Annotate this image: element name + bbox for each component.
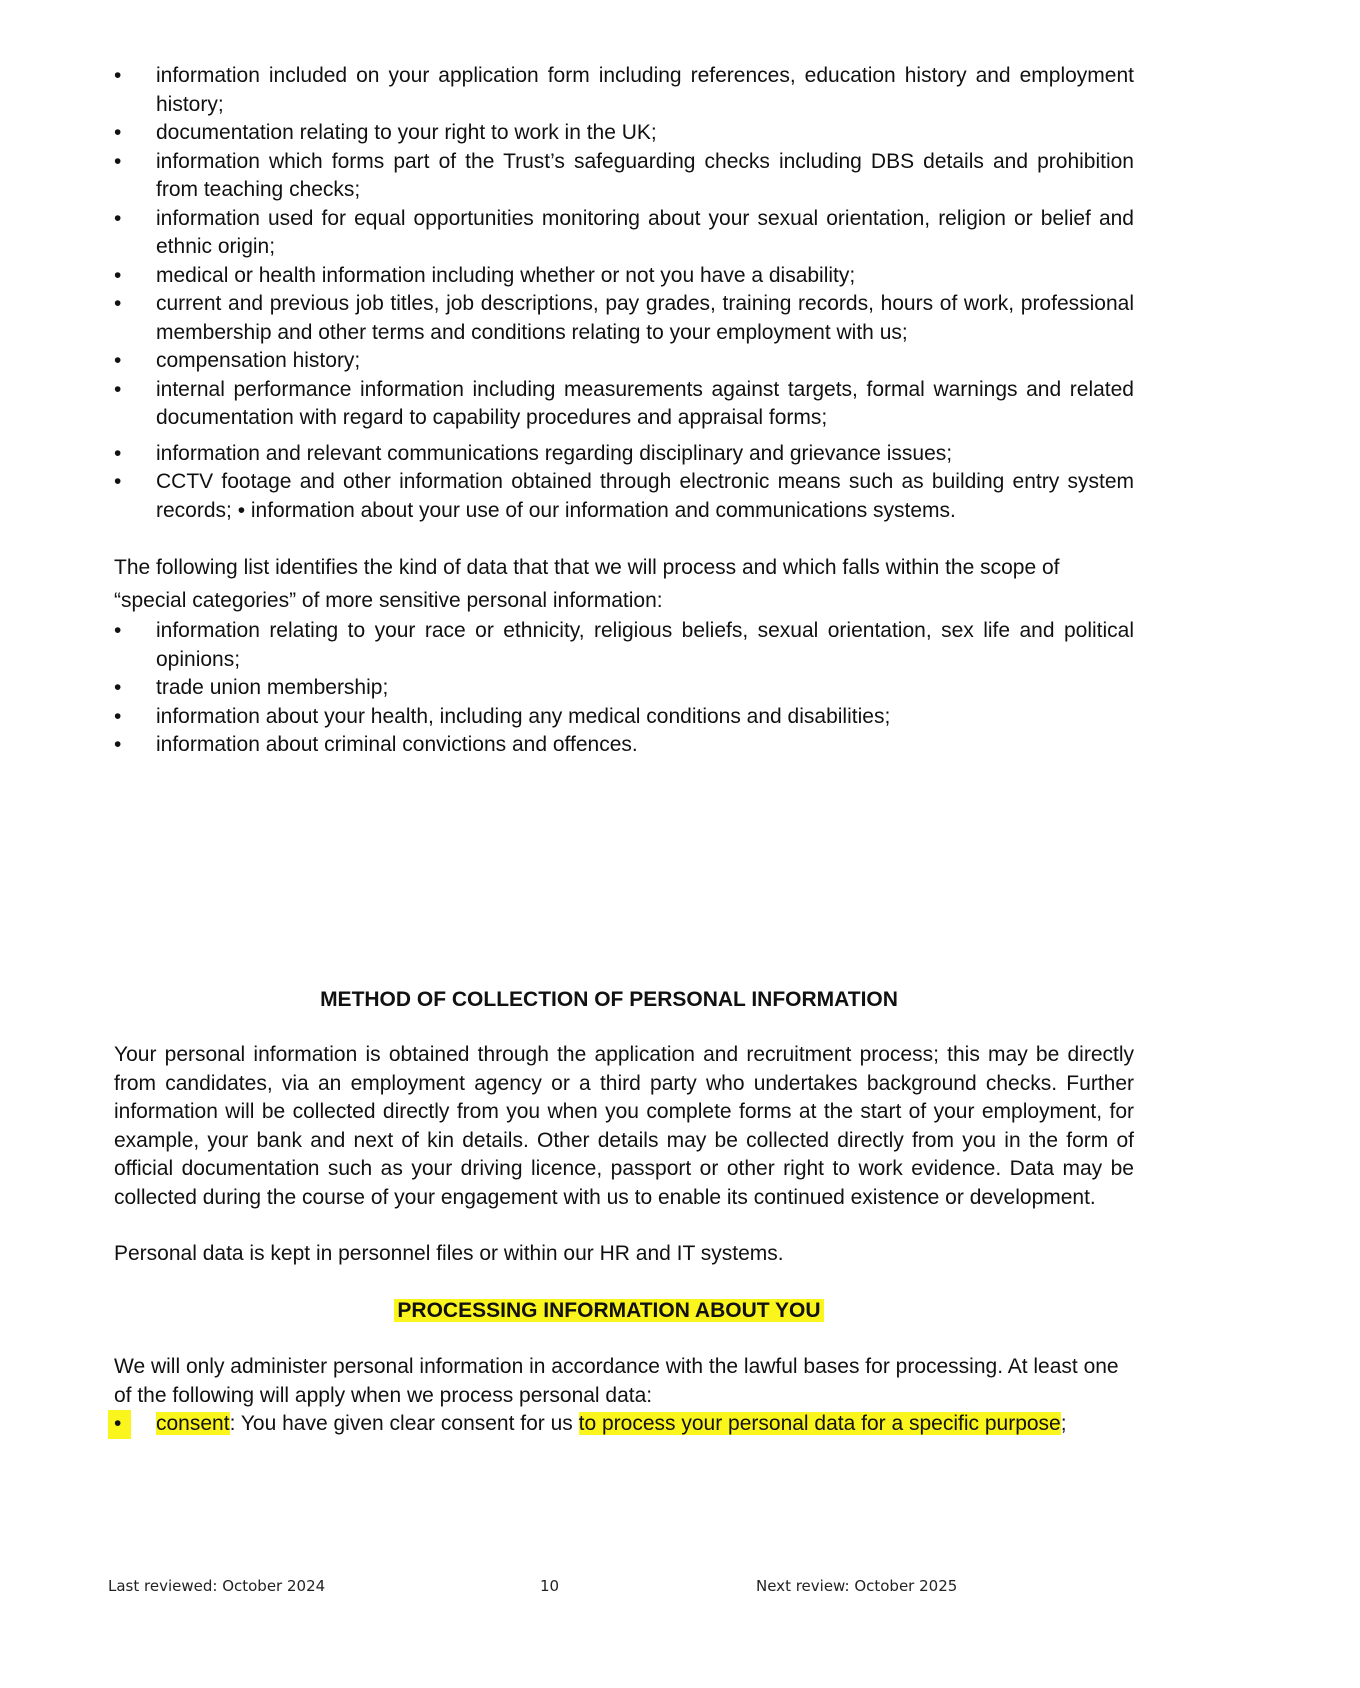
bullet-icon: • — [114, 263, 122, 287]
highlighted-heading-text: PROCESSING INFORMATION ABOUT YOU — [394, 1299, 823, 1322]
list-item: • information and relevant communications regarding disciplinary and grievance issues; — [114, 440, 1134, 469]
bullet-icon: • — [114, 704, 122, 728]
bullet-icon: • — [114, 292, 122, 315]
list-item: • information which forms part of the Trust’s safeguarding checks including DBS details and prohibition from teaching checks; — [114, 149, 1134, 201]
bullet-icon: • — [114, 676, 122, 699]
list-item: • internal performance information including measurements against targets, formal warnings and related documentation with regard to capability procedures and appraisal forms; — [114, 377, 1134, 429]
consent-text-end: ; — [1060, 1412, 1067, 1435]
consent-highlighted-text: to process your personal data for a specific purpose — [578, 1412, 1061, 1435]
consent-text: : You have given clear consent for us — [229, 1412, 579, 1435]
processing-paragraph: We will only administer personal information in accordance with the lawful bases for processing. At least one of the following will apply when we process personal data: — [114, 1355, 1119, 1407]
footer-next-review: Next review: October 2025 — [756, 1577, 958, 1595]
bullet-icon: • — [114, 349, 122, 372]
consent-term: consent — [156, 1412, 230, 1435]
special-categories-list — [114, 617, 1134, 760]
list-item: • CCTV footage and other information obtained through electronic means such as building entry system records; • information about your use of our information and communications systems. — [114, 470, 1134, 522]
list-item: • information about criminal convictions and offences. — [114, 731, 1134, 760]
method-of-collection-heading: METHOD OF COLLECTION OF PERSONAL INFORMATION — [320, 987, 898, 1011]
special-categories-intro: The following list identifies the kind of data that that we will process and which falls within the scope of “special categories” of more sensitive personal information: — [114, 556, 1060, 612]
list-item: • current and previous job titles, job descriptions, pay grades, training records, hours of work, professional membership and other terms and conditions relating to your employment with us; — [114, 292, 1134, 344]
bullet-icon: • — [114, 470, 122, 493]
bullet-icon: • — [114, 149, 122, 173]
list-item: • information used for equal opportunities monitoring about your sexual orientation, religion or belief and ethnic origin; — [114, 206, 1134, 258]
footer-page-number: 10 — [540, 1577, 560, 1595]
storage-paragraph: Personal data is kept in personnel files or within our HR and IT systems. — [114, 1242, 784, 1265]
list-item: • documentation relating to your right to work in the UK; — [114, 119, 1134, 148]
bullet-icon: • — [108, 1410, 131, 1439]
list-item: • trade union membership; — [114, 674, 1134, 703]
bullet-icon: • — [114, 619, 122, 642]
employment-info-list — [114, 62, 1134, 525]
bullet-icon: • — [114, 377, 122, 401]
bullet-icon: • — [114, 733, 122, 756]
bullet-icon: • — [114, 64, 122, 87]
bullet-icon: • — [114, 206, 122, 230]
footer-last-reviewed: Last reviewed: October 2024 — [108, 1577, 326, 1595]
list-item: • information relating to your race or ethnicity, religious beliefs, sexual orientation, sex life and political opinions; — [114, 619, 1134, 671]
list-item-consent — [114, 1410, 1134, 1439]
bullet-icon: • — [114, 121, 122, 144]
list-item: • information about your health, including any medical conditions and disabilities; — [114, 703, 1134, 732]
method-of-collection-paragraph: Your personal information is obtained through the application and recruitment process; this may be directly from candidates, via an employment agency or a third party who undertakes background checks. Further information will be collected directly from you when you complete forms at the start of your employment, for example, your bank and next of kin details. Other details may be collected directly from you in the form of official documentation such as your driving licence, passport or other right to work evidence. Data may be collected during the course of your engagement with us to enable its continued existence or development. — [114, 1043, 1134, 1209]
list-item: • information included on your application form including references, education history and employment history; — [114, 64, 1134, 116]
bullet-icon: • — [114, 441, 122, 465]
page-content — [114, 62, 1134, 1439]
processing-heading — [114, 1297, 1104, 1326]
list-item: • compensation history; — [114, 347, 1134, 376]
lawful-bases-list — [114, 1410, 1134, 1439]
list-item: • medical or health information including whether or not you have a disability; — [114, 262, 1134, 291]
